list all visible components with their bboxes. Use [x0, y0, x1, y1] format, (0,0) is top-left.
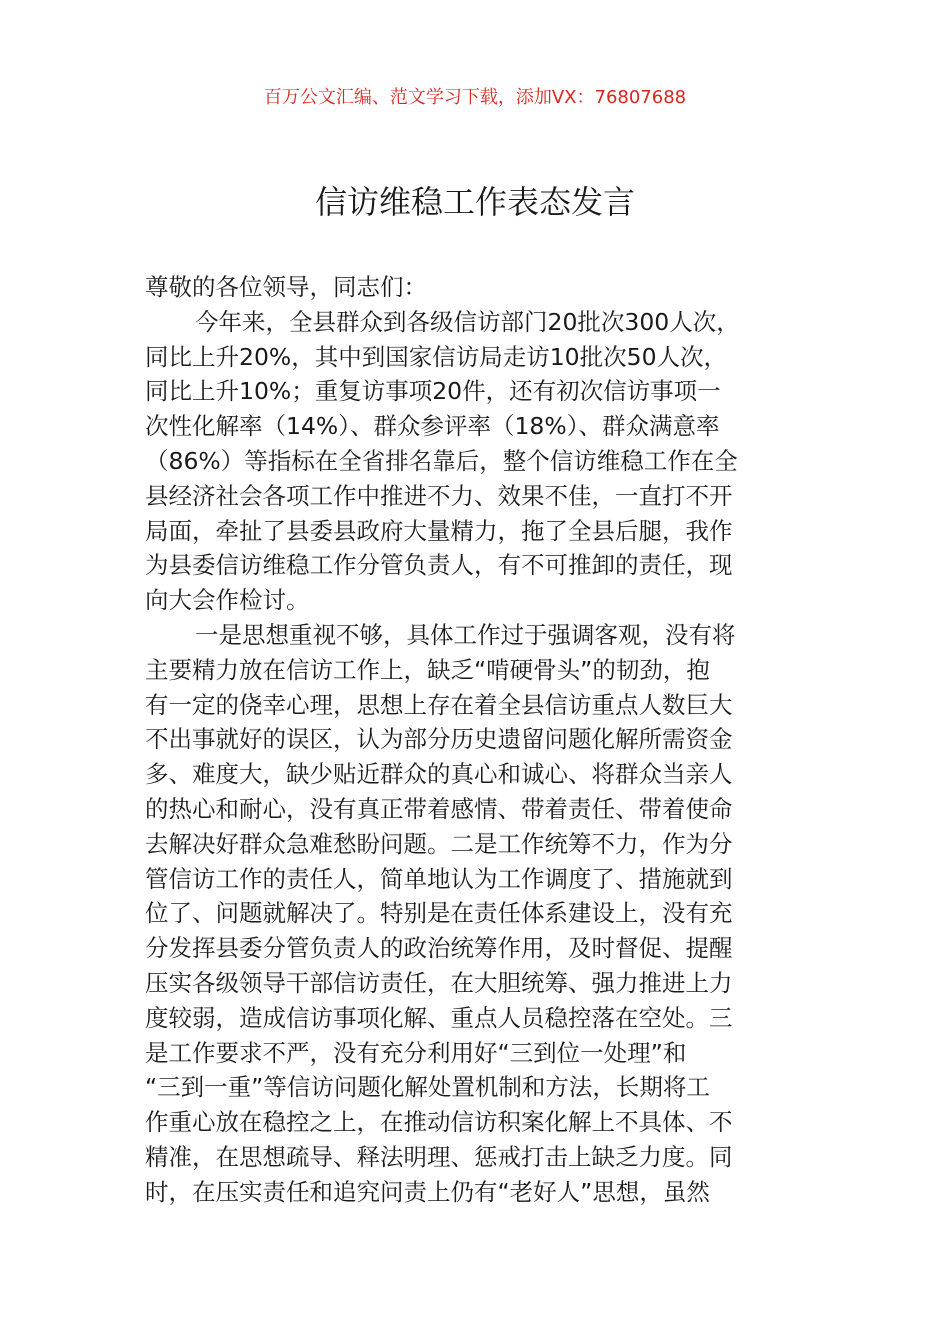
paragraph-2-line: 压实各级领导干部信访责任，在大胆统筹、强力推进上力: [145, 968, 733, 997]
paragraph-1-line: 同比上升20%，其中到国家信访局走访10批次50人次，: [145, 342, 728, 371]
paragraph-2-line: 是工作要求不严，没有充分利用好“三到位一处理”和: [145, 1038, 687, 1067]
paragraph-2-line: 主要精力放在信访工作上，缺乏“啃硬骨头”的韧劲，抱: [145, 655, 710, 684]
paragraph-2-line: 管信访工作的责任人，简单地认为工作调度了、措施就到: [145, 864, 733, 893]
salutation-line: 尊敬的各位领导，同志们：: [145, 273, 427, 301]
header-note: 百万公文汇编、范文学习下载，添加VX：76807688: [263, 87, 687, 108]
paragraph-2-line: 位了、问题就解决了。特别是在责任体系建设上，没有充: [145, 899, 733, 928]
paragraph-2-line: 作重心放在稳控之上，在推动信访积案化解上不具体、不: [145, 1108, 733, 1137]
paragraph-2-line: “三到一重”等信访问题化解处置机制和方法，长期将工: [145, 1073, 710, 1102]
paragraph-1-line: 县经济社会各项工作中推进不力、效果不佳，一直打不开: [145, 481, 733, 510]
paragraph-2-line: 精准，在思想疏导、释法明理、惩戒打击上缺乏力度。同: [145, 1142, 733, 1171]
paragraph-1-line: 次性化解率（14%）、群众参评率（18%）、群众满意率: [145, 412, 720, 441]
paragraph-2-line: 分发挥县委分管负责人的政治统筹作用，及时督促、提醒: [145, 934, 733, 963]
document-title: 信访维稳工作表态发言: [314, 183, 635, 221]
paragraph-2-line: 去解决好群众急难愁盼问题。二是工作统筹不力，作为分: [145, 829, 733, 858]
paragraph-2-line: 有一定的侥幸心理，思想上存在着全县信访重点人数巨大: [145, 690, 733, 719]
document-body: [145, 270, 835, 1210]
paragraph-2-line: 一是思想重视不够，具体工作过于强调客观，没有将: [195, 620, 736, 649]
paragraph-2-line: 多、难度大，缺少贴近群众的真心和诚心、将群众当亲人: [145, 760, 733, 789]
paragraph-1-line: 为县委信访维稳工作分管负责人，有不可推卸的责任，现: [145, 551, 733, 580]
paragraph-1-line: 同比上升10%；重复访事项20件，还有初次信访事项一: [145, 377, 721, 406]
paragraph-1-line: （86%）等指标在全省排名靠后，整个信访维稳工作在全: [145, 446, 738, 475]
paragraph-1-line: 今年来，全县群众到各级信访部门20批次300人次，: [195, 307, 740, 336]
paragraph-2-line: 的热心和耐心，没有真正带着感情、带着责任、带着使命: [145, 794, 733, 823]
paragraph-2-line: 度较弱，造成信访事项化解、重点人员稳控落在空处。三: [145, 1003, 733, 1032]
paragraph-2-line: 时，在压实责任和追究问责上仍有“老好人”思想，虽然: [145, 1177, 710, 1206]
paragraph-1-line: 向大会作检讨。: [145, 586, 310, 615]
paragraph-1-line: 局面，牵扯了县委县政府大量精力，拖了全县后腿，我作: [145, 516, 733, 545]
paragraph-2-line: 不出事就好的误区，认为部分历史遗留问题化解所需资金: [145, 725, 733, 754]
